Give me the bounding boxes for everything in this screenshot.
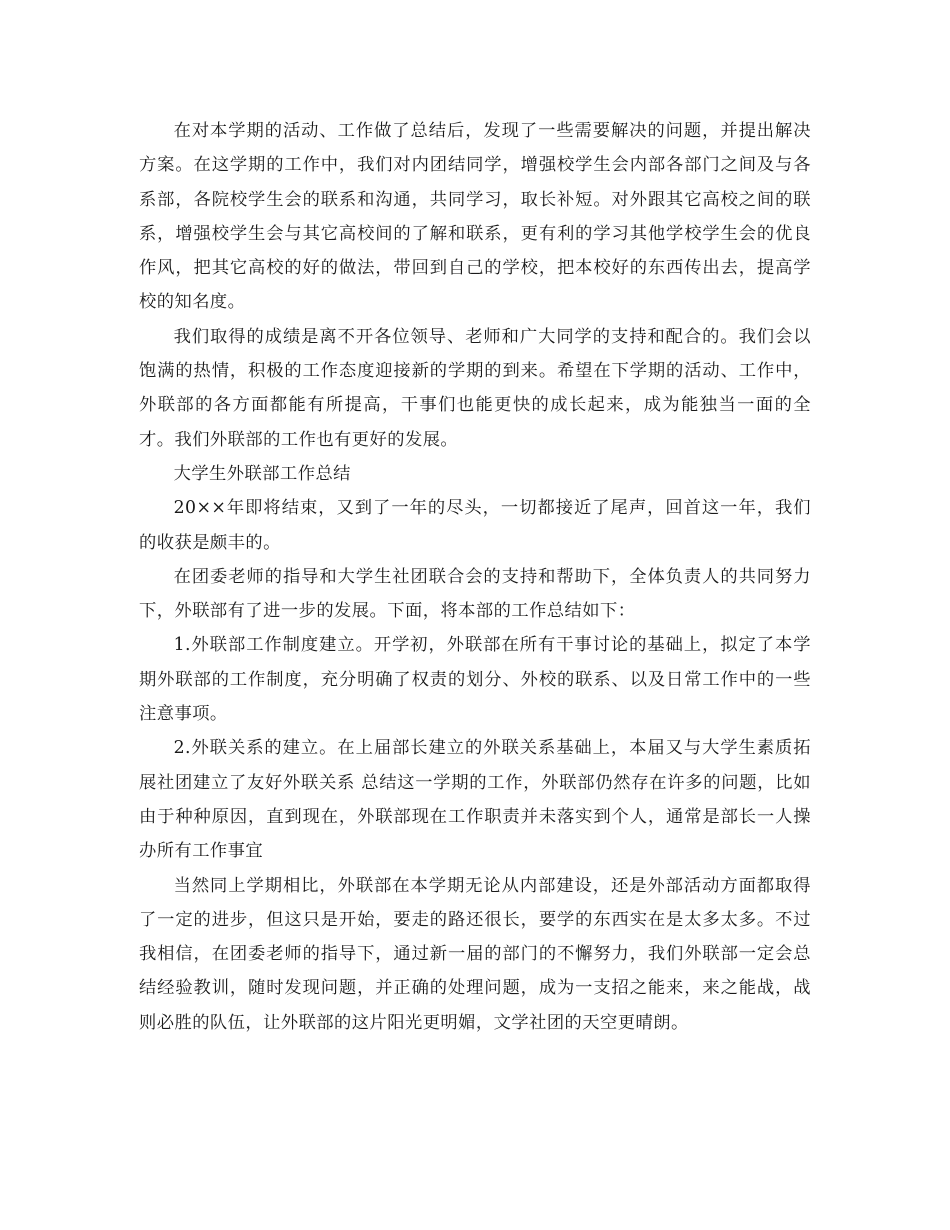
paragraph-guidance: 在团委老师的指导和大学生社团联合会的支持和帮助下，全体负责人的共同努力下，外联部有了进一步的发展。下面，将本部的工作总结如下： (139, 566, 811, 622)
paragraph-year-end: 20××年即将结束，又到了一年的尽头，一切都接近了尾声，回首这一年，我们的收获是颇丰的。 (139, 498, 811, 553)
paragraph-item-2: 2.外联关系的建立。在上届部长建立的外联关系基础上，本届又与大学生素质拓展社团建立了友好外联关系 总结这一学期的工作，外联部仍然存在许多的问题，比如由于种种原因，直到现在，外联部现在工作职责并未落实到个人，通常是部长一人操办所有工作事宜 (139, 738, 811, 862)
section-heading: 大学生外联部工作总结 (173, 463, 351, 484)
paragraph-summary-intro: 在对本学期的活动、工作做了总结后，发现了一些需要解决的问题，并提出解决方案。在这学期的工作中，我们对内团结同学，增强校学生会内部各部门之间及与各系部，各院校学生会的联系和沟通，共同学习，取长补短。对外跟其它高校之间的联系，增强校学生会与其它高校间的了解和联系，更有利的学习其他学校学生会的优良作风，把其它高校的好的做法，带回到自己的学校，把本校好的东西传出去，提高学校的知名度。 (139, 121, 811, 313)
paragraph-achievements: 我们取得的成绩是离不开各位领导、老师和广大同学的支持和配合的。我们会以饱满的热情，积极的工作态度迎接新的学期的到来。希望在下学期的活动、工作中，外联部的各方面都能有所提高，干事们也能更快的成长起来，成为能独当一面的全才。我们外联部的工作也有更好的发展。 (139, 326, 811, 450)
paragraph-item-1: 1.外联部工作制度建立。开学初，外联部在所有干事讨论的基础上，拟定了本学期外联部的工作制度，充分明确了权责的划分、外校的联系、以及日常工作中的一些注意事项。 (139, 635, 811, 725)
document-body (139, 114, 811, 1040)
paragraph-conclusion: 当然同上学期相比，外联部在本学期无论从内部建设，还是外部活动方面都取得了一定的进步，但这只是开始，要走的路还很长，要学的东西实在是太多太多。不过我相信，在团委老师的指导下，通过新一届的部门的不懈努力，我们外联部一定会总结经验教训，随时发现问题，并正确的处理问题，成为一支招之能来，来之能战，战则必胜的队伍，让外联部的这片阳光更明媚，文学社团的天空更晴朗。 (139, 875, 811, 1033)
